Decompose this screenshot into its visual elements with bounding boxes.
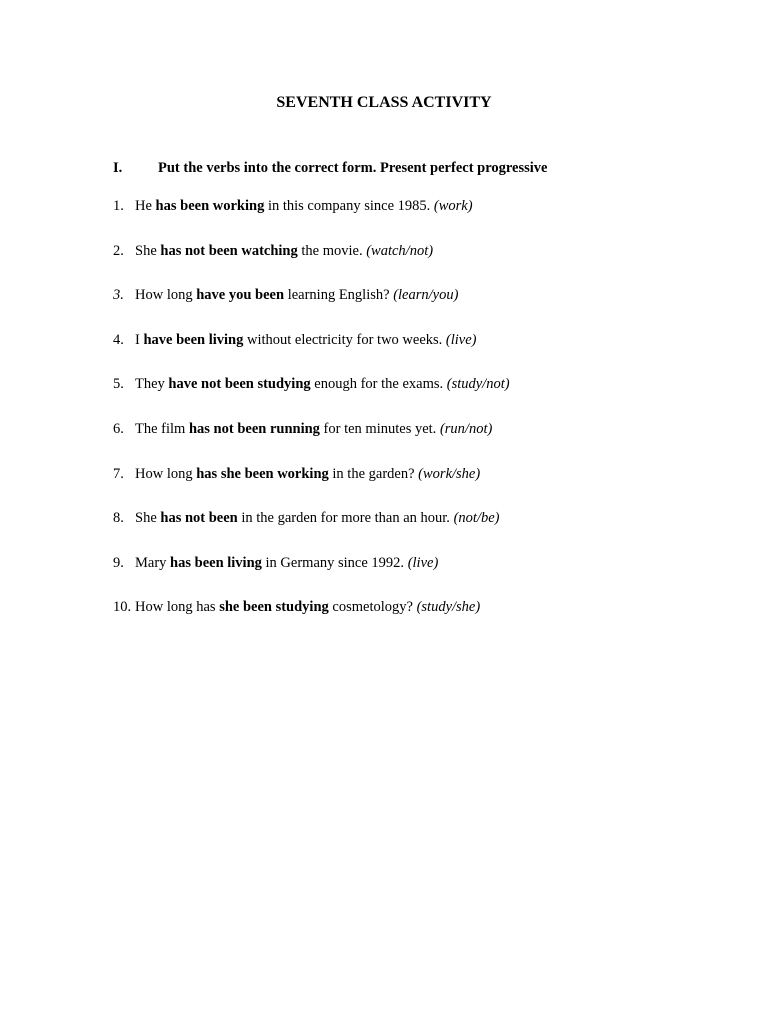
item-answer: has she been working: [196, 465, 329, 482]
item-answer: has been living: [170, 554, 262, 571]
item-number: 2.: [113, 242, 124, 259]
item-answer: has been working: [155, 198, 265, 214]
item-text-after: cosmetology?: [328, 599, 417, 616]
exercise-item: [113, 508, 510, 553]
item-number: 10.: [113, 599, 132, 616]
exercise-item: [113, 597, 510, 642]
item-text-after: in this company since 1985.: [264, 198, 434, 214]
item-number: 1.: [113, 198, 124, 214]
item-verb-hint: (live): [407, 554, 439, 571]
item-text-after: in the garden?: [328, 465, 419, 482]
item-text-before: They: [135, 376, 169, 393]
item-text-after: for ten minutes yet.: [319, 420, 440, 437]
item-verb-hint: (study/she): [416, 599, 481, 616]
item-text-before: The film: [135, 420, 189, 437]
section-number: I.: [113, 160, 123, 176]
item-text-after: in Germany since 1992.: [261, 554, 408, 571]
item-verb-hint: (learn/you): [393, 287, 459, 304]
section-heading: [113, 158, 548, 178]
item-answer: has not been running: [188, 420, 320, 437]
item-text-before: How long: [135, 465, 197, 482]
item-number: 6.: [113, 420, 124, 437]
item-number: 4.: [113, 331, 124, 348]
section-instruction: Put the verbs into the correct form. Present perfect progressive: [158, 160, 548, 176]
item-text-before: He: [135, 198, 156, 214]
item-text-after: without electricity for two weeks.: [243, 331, 446, 348]
item-text-after: in the garden for more than an hour.: [237, 510, 454, 527]
item-text-before: How long: [135, 287, 197, 304]
item-number: 3.: [113, 287, 124, 304]
item-answer: have been living: [143, 331, 244, 348]
item-text-before: How long has: [135, 599, 220, 616]
item-number: 5.: [113, 376, 124, 393]
item-answer: has not been watching: [160, 242, 298, 259]
item-text-before: She: [135, 510, 161, 527]
item-text-before: She: [135, 242, 161, 259]
item-text-after: enough for the exams.: [310, 376, 447, 393]
item-verb-hint: (watch/not): [366, 242, 434, 259]
item-verb-hint: (run/not): [439, 420, 493, 437]
exercise-item: [113, 464, 510, 509]
exercise-item: [113, 241, 510, 286]
item-answer: has not been: [160, 510, 238, 527]
item-verb-hint: (study/not): [446, 376, 510, 393]
item-answer: she been studying: [219, 599, 329, 616]
exercise-item: [113, 553, 510, 598]
exercise-list: [113, 196, 510, 642]
item-number: 7.: [113, 465, 124, 482]
item-text-before: I: [135, 331, 144, 348]
page-title: SEVENTH CLASS ACTIVITY: [276, 94, 492, 111]
exercise-item: [113, 374, 510, 419]
item-text-before: Mary: [135, 554, 171, 571]
item-text-after: learning English?: [284, 287, 394, 304]
item-verb-hint: (work): [433, 198, 473, 214]
item-number: 9.: [113, 554, 124, 571]
exercise-item: [113, 196, 510, 241]
item-number: 8.: [113, 510, 124, 527]
item-answer: have you been: [196, 287, 285, 304]
item-text-after: the movie.: [297, 242, 367, 259]
exercise-item: [113, 330, 510, 375]
item-verb-hint: (live): [445, 331, 477, 348]
exercise-item: [113, 285, 510, 330]
item-answer: have not been studying: [168, 376, 311, 393]
item-verb-hint: (work/she): [418, 465, 481, 482]
item-verb-hint: (not/be): [453, 510, 500, 527]
exercise-item: [113, 419, 510, 464]
